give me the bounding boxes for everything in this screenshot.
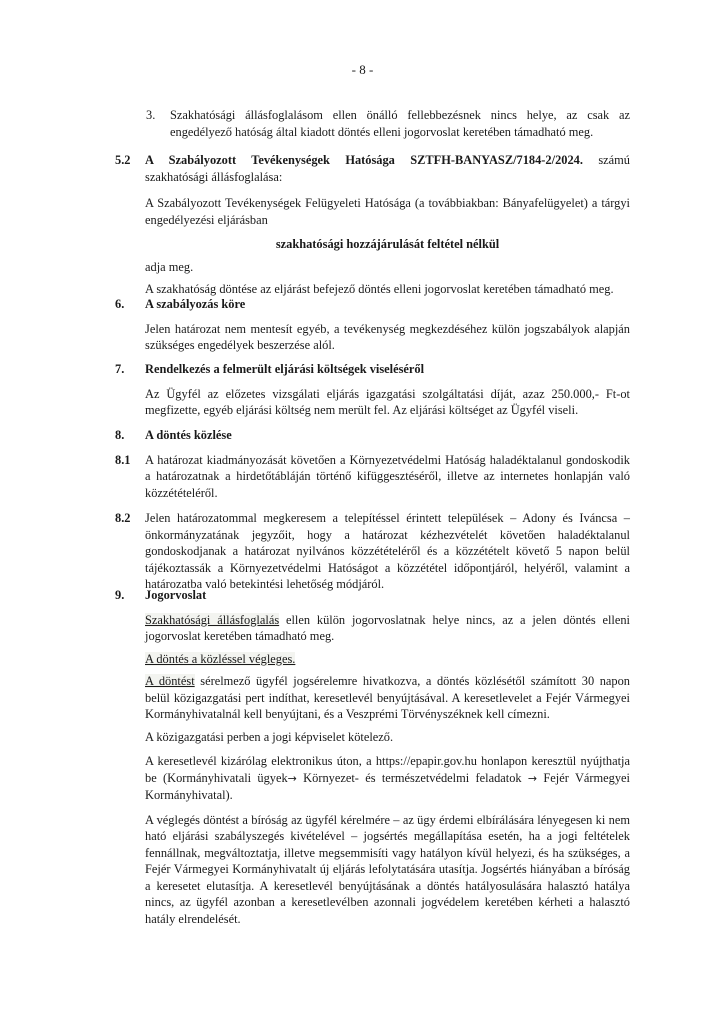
section-6-text: Jelen határozat nem mentesít egyéb, a tevékenység megkezdéséhez külön jogszabályok alapján szükséges engedélyek beszerzése alól. [145,321,630,352]
section-9-paragraph-5-c: Fejér Vármegyei Kormányhivatal). [145,770,630,802]
section-8-2-text: Jelen határozatommal megkeresem a telepítéssel érintett települések – Adony és Iváncsa – önkormányzatának jegyzőit, hogy a határozat kézhezvételét követően haladéktalanul gondoskodjanak a határozat nyilvános közzétételéről és a közzétételt követő 5 napon belül tájékoztassák a Környezetvédelmi Hatóságot a közzététel időpontjáról, helyéről, valamint a határozatba való betekintési lehetőség módjáról. [145,511,630,591]
section-6-title: A szabályozás köre [145,297,246,311]
section-7-title: Rendelkezés a felmerült eljárási költségek viseléséről [145,362,425,376]
section-9-paragraph-5-b: Környezet- és természetvédelmi feladatok [296,770,528,785]
section-5-2-decision: szakhatósági hozzájárulását feltétel nélkül [275,237,500,251]
section-9-paragraph-3-rest: sérelmező ügyfél jogsérelemre hivatkozva, a döntés közlésétől számított 30 napon belül közigazgatási pert indíthat, keresetlevél benyújtásával. A keresetlevelet a Fejér Vármegyei Kormányhivatalnál kell benyújtani, és a Veszprémi Törvényszéknek kell címezni. [145,674,631,721]
section-5-2-title-rest: számú szakhatósági állásfoglalása: [145,153,630,184]
section-8-title: A döntés közlése [145,428,232,442]
section-9-paragraph-3 [145,673,630,723]
section-8-1 [115,452,630,502]
section-7 [115,361,630,419]
page-number: - 8 - [351,62,374,77]
section-9 [115,587,630,927]
section-9-paragraph-1-underlined: Szakhatósági állásfoglalás [145,612,280,627]
section-9-paragraph-1 [145,612,630,645]
section-5-2-paragraph-1: A Szabályozott Tevékenységek Felügyeleti Hatósága (a továbbiakban: Bányafelügyelet) a tárgyi engedélyezési eljárásban [145,196,630,227]
section-5-2 [115,152,630,298]
section-9-paragraph-5 [145,753,630,804]
section-5-2-title: A Szabályozott Tevékenységek Hatósága SZTFH-BANYASZ/7184-2/2024. [145,153,583,167]
section-7-number: 7. [115,362,125,376]
section-8-2 [115,510,630,593]
section-9-paragraph-3-underlined: A döntést [145,674,195,688]
section-8 [115,427,630,593]
section-5-2-number: 5.2 [115,153,131,167]
section-9-paragraph-1-rest: ellen külön jogorvoslatnak helye nincs, az a jelen döntés elleni jogorvoslat keretében támadható meg. [145,612,630,643]
section-9-number: 9. [115,588,125,602]
section-5-2-paragraph-2: adja meg. [145,259,194,274]
arrow-right-icon: → [287,771,297,785]
item-3-text: Szakhatósági állásfoglalásom ellen önálló fellebbezésnek nincs helye, az csak az engedélyező hatóság által kiadott döntés elleni jogorvoslat keretében támadható meg. [170,108,630,139]
section-8-1-number: 8.1 [115,452,131,467]
section-8-1-text: A határozat kiadmányozását követően a Környezetvédelmi Hatóság haladéktalanul gondoskodik a határozatnak a hirdetőtábláján történő kifüggesztéséről, illetve az internetes honlapján való közzétételéről. [145,452,630,500]
section-9-paragraph-4: A közigazgatási perben a jogi képviselet kötelező. [145,729,394,744]
section-8-number: 8. [115,428,125,442]
section-9-paragraph-5-a: A keresetlevél kizárólag elektronikus úton, a https://epapir.gov.hu honlapon keresztül nyújthatja be (Kormányhivatali ügyek [145,754,630,785]
section-8-2-number: 8.2 [115,511,131,525]
section-6-number: 6. [115,297,125,311]
section-9-paragraph-6: A véglegés döntést a bíróság az ügyfél kérelmére – az ügy érdemi elbírálására lényegesen ki nem ható eljárási szabályszegés kivételével – jogsértés megállapítása esetén, ha a jogi feltételek fennállnak, megváltoztatja, illetve megsemmisíti vagy hatályon kívül helyezi, és ha szükséges, a Fejér Vármegyei Kormányhivatalt új eljárás lefolytatására utasítja. Jogsértés hiányában a bíróság a keresetet elutasítja. A keresetlevél benyújtásának a döntés hatályosulására halasztó hatálya nincs, az ügyfél azonban a keresetlevélben azonnali jogvédelem keretében kérheti a halasztó hatály elrendelését. [145,812,630,926]
section-9-final-notice: A döntés a közléssel végleges. [145,651,296,666]
item-3-number: 3. [146,108,156,122]
section-7-text: Az Ügyfél az előzetes vizsgálati eljárás igazgatási szolgáltatási díját, azaz 250.000,- Ft-ot megfizette, egyéb eljárási költség nem merült fel. Az eljárási költséget az Ügyfél viseli. [145,386,630,417]
section-9-paragraph-2 [145,651,630,668]
section-5-2-paragraph-3: A szakhatóság döntése az eljárást befejező döntés elleni jogorvoslat keretében támadható meg. [145,282,614,296]
item-3 [146,107,630,140]
arrow-right-icon: → [527,771,538,785]
section-9-title: Jogorvoslat [145,588,207,602]
section-6 [115,296,630,354]
section-5-2-heading [145,152,630,185]
